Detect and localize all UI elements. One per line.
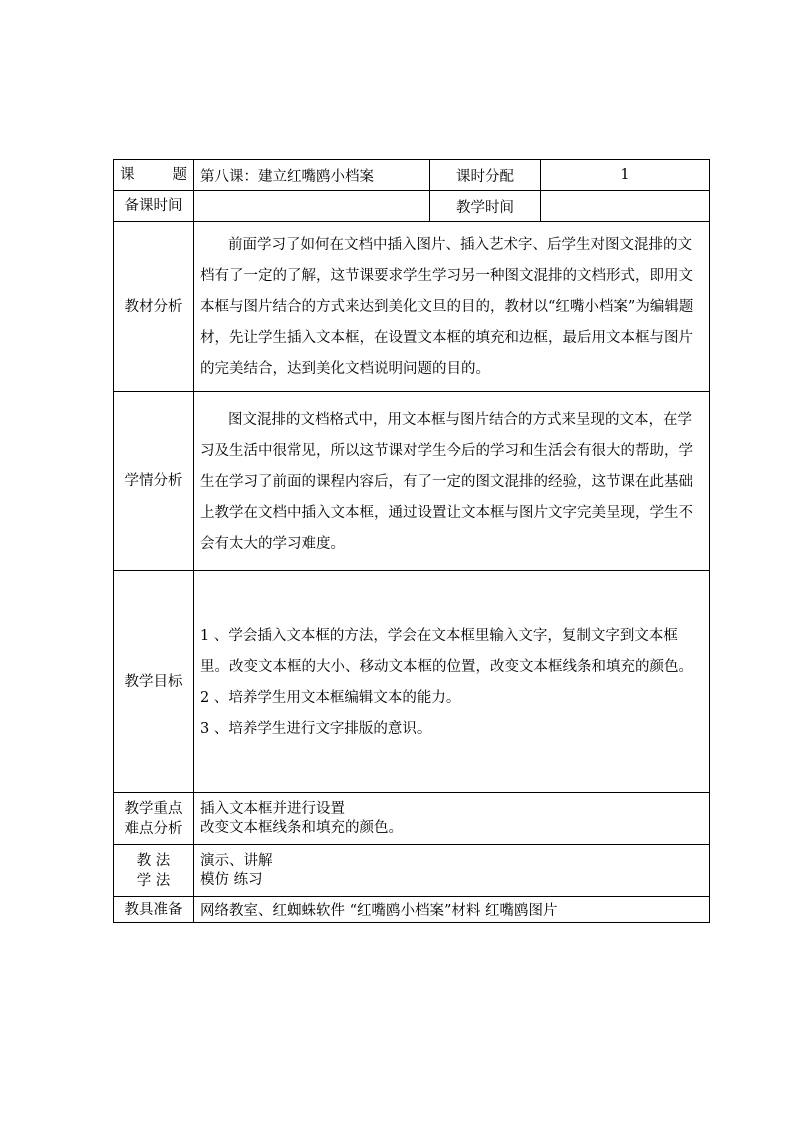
row-title	[114, 160, 710, 191]
goal-item: 2 、培养学生用文本框编辑文本的能力。	[200, 689, 461, 706]
prep-time-label: 备课时间	[114, 191, 194, 222]
material-label: 教材分析	[114, 222, 194, 392]
key-label-2: 难点分析	[124, 820, 183, 837]
teach-time-label: 教学时间	[430, 191, 541, 222]
title-value: 第八课：建立红嘴鸥小档案	[194, 160, 430, 191]
goals-label: 教学目标	[114, 571, 194, 793]
row-tools	[114, 897, 710, 923]
row-student	[114, 392, 710, 571]
row-goals	[114, 571, 710, 793]
key-point: 插入文本框并进行设置	[200, 800, 345, 817]
student-text: 图文混排的文档格式中，用文本框与图片结合的方式来呈现的文本，在学习及生活中很常见，所以这节课对学生今后的学习和生活会有很大的帮助，学生在学习了前面的课程内容后，有了一定的图文混排的经验，这节课在此基础上教学在文档中插入文本框，通过设置让文本框与图片文字完美呈现，学生不会有太大的学习难度。	[200, 411, 693, 552]
method-label-1: 教 法	[136, 852, 171, 869]
period-value: 1	[541, 160, 710, 191]
tools-label: 教具准备	[114, 897, 194, 923]
row-key-points	[114, 793, 710, 845]
period-label: 课时分配	[430, 160, 541, 191]
material-text: 前面学习了如何在文档中插入图片、插入艺术字、后学生对图文混排的文档有了一定的了解，这节课要求学生学习另一种图文混排的文档形式，即用文本框与图片结合的方式来达到美化文旦的目的，教材以“红嘴小档案”为编辑题材，先让学生插入文本框，在设置文本框的填充和边框，最后用文本框与图片的完美结合，达到美化文档说明问题的目的。	[200, 237, 694, 377]
row-time	[114, 191, 710, 222]
tools-text: 网络教室、红蜘蛛软件 “红嘴鸥小档案”材料 红嘴鸥图片	[194, 897, 710, 923]
row-methods	[114, 845, 710, 897]
key-point: 改变文本框线条和填充的颜色。	[200, 819, 403, 836]
row-material	[114, 222, 710, 392]
teach-time-value	[541, 191, 710, 222]
method-item: 模仿 练习	[200, 871, 263, 888]
method-item: 演示、讲解	[200, 852, 273, 869]
goals-list	[200, 619, 703, 745]
prep-time-value	[194, 191, 430, 222]
key-label-1: 教学重点	[124, 800, 183, 817]
method-label-2: 学 法	[136, 872, 171, 889]
title-label: 课 题	[114, 160, 194, 191]
lesson-plan-table	[113, 159, 710, 923]
goal-item: 1 、学会插入文本框的方法，学会在文本框里输入文字，复制文字到文本框里。改变文本框的大小、移动文本框的位置，改变文本框线条和填充的颜色。	[200, 627, 693, 675]
goal-item: 3 、培养学生进行文字排版的意识。	[200, 720, 432, 737]
student-label: 学情分析	[114, 392, 194, 571]
